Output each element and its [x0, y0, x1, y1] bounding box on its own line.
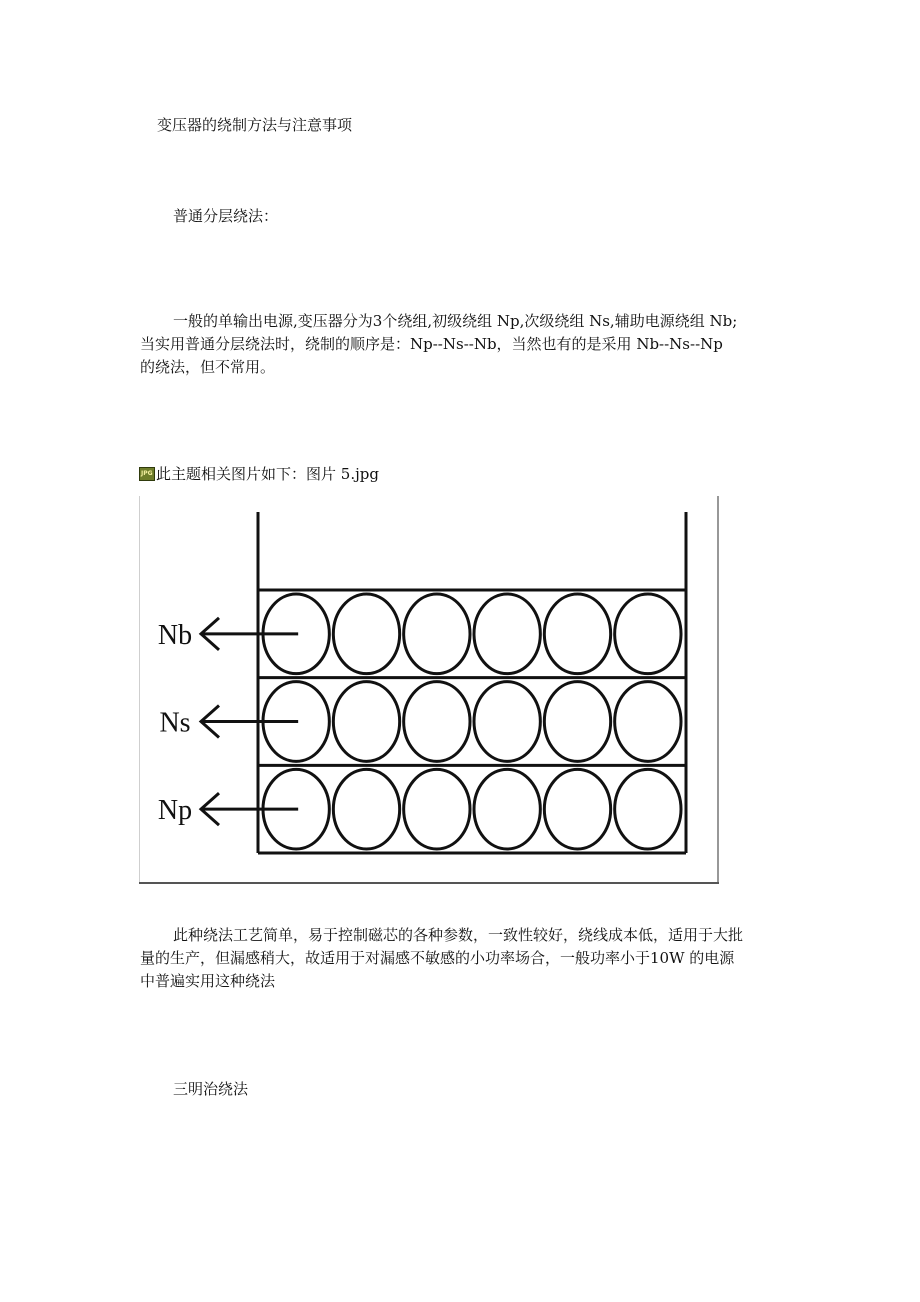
paragraph-characteristics: [140, 924, 790, 993]
paragraph-line: 此种绕法工艺简单，易于控制磁芯的各种参数，一致性较好，绕线成本低，适用于大批: [173, 926, 744, 944]
layer-label-np: Np: [157, 795, 193, 827]
jpg-file-icon: [139, 467, 155, 481]
image-caption-text: 此主题相关图片如下：图片 5.jpg: [156, 465, 379, 483]
layer-label-nb: Nb: [157, 619, 193, 651]
paragraph-line: 中普遍实用这种绕法: [140, 972, 276, 990]
document-title: 变压器的绕制方法与注意事项: [157, 116, 353, 134]
section-heading-layered: 普通分层绕法：: [173, 207, 279, 225]
layer-label-ns: Ns: [159, 707, 191, 739]
paragraph-line: 的绕法，但不常用。: [140, 358, 276, 376]
image-caption: [139, 464, 379, 484]
paragraph-line: 一般的单输出电源,变压器分为3个绕组,初级绕组 Np,次级绕组 Ns,辅助电源绕组 Nb;: [173, 312, 738, 330]
paragraph-line: 当实用普通分层绕法时，绕制的顺序是：Np--Ns--Nb，当然也有的是采用 Nb--Ns--Np: [140, 335, 723, 353]
paragraph-line: 量的生产，但漏感稍大，故适用于对漏感不敏感的小功率场合，一般功率小于10W 的电源: [140, 949, 735, 967]
winding-diagram: [139, 496, 719, 884]
figure-background: [139, 496, 719, 884]
paragraph-winding-order: [140, 310, 790, 379]
section-heading-sandwich: 三明治绕法: [173, 1080, 249, 1098]
